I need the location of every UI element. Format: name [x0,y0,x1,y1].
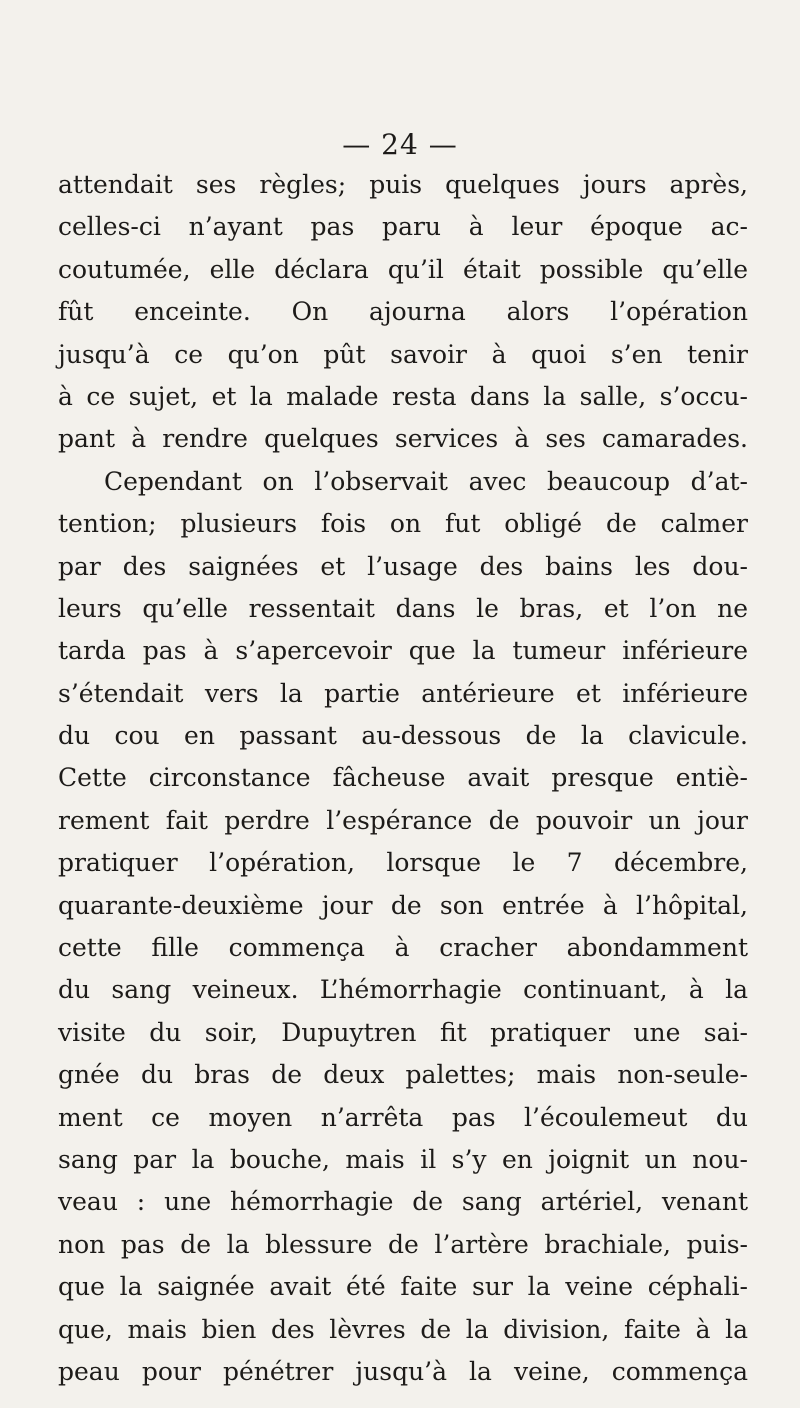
text-line: pant à rendre quelques services à ses camarades. [58,424,748,454]
text-line: du cou en passant au-dessous de la clavicule. [58,721,748,751]
body-text [58,164,748,1393]
text-line: gnée du bras de deux palettes; mais non-seule- [58,1060,748,1090]
text-line: rement fait perdre l’espérance de pouvoir un jour [58,805,748,835]
text-line: veau : une hémorrhagie de sang artériel, venant [58,1187,748,1217]
text-line: Cette circonstance fâcheuse avait presque entiè- [58,763,748,793]
text-line: fût enceinte. On ajourna alors l’opération [58,297,748,327]
text-line: jusqu’à ce qu’on pût savoir à quoi s’en tenir [58,339,748,369]
text-line: ment ce moyen n’arrêta pas l’écoulemeut du [58,1102,748,1132]
text-line: cette fille commença à cracher abondamment [58,933,748,963]
text-line: Cependant on l’observait avec beaucoup d’at- [104,466,748,496]
text-line: leurs qu’elle ressentait dans le bras, et l’on ne [58,593,748,623]
text-line: tarda pas à s’apercevoir que la tumeur inférieure [58,636,748,666]
text-line: pratiquer l’opération, lorsque le 7 décembre, [58,848,748,878]
text-line: peau pour pénétrer jusqu’à la veine, commença [58,1356,748,1386]
text-line: du sang veineux. L’hémorrhagie continuant, à la [58,975,748,1005]
text-line: tention; plusieurs fois on fut obligé de calmer [58,509,748,539]
page-number: — 24 — [342,128,458,161]
text-line: que, mais bien des lèvres de la division, faite à la [58,1314,748,1344]
text-line: par des saignées et l’usage des bains les dou- [58,551,748,581]
text-line: que la saignée avait été faite sur la veine céphali- [58,1272,748,1302]
text-line: à ce sujet, et la malade resta dans la salle, s’occu- [58,381,748,411]
text-line: celles-ci n’ayant pas paru à leur époque ac- [58,212,748,242]
text-line: sang par la bouche, mais il s’y en joignit un nou- [58,1144,748,1174]
text-line: visite du soir, Dupuytren fit pratiquer une sai- [58,1017,748,1047]
text-line: s’étendait vers la partie antérieure et inférieure [58,678,748,708]
text-line: coutumée, elle déclara qu’il était possible qu’elle [58,254,748,284]
text-line: attendait ses règles; puis quelques jours après, [58,170,748,199]
text-line: non pas de la blessure de l’artère brachiale, puis- [58,1229,748,1259]
text-line: quarante-deuxième jour de son entrée à l’hôpital, [58,890,748,920]
